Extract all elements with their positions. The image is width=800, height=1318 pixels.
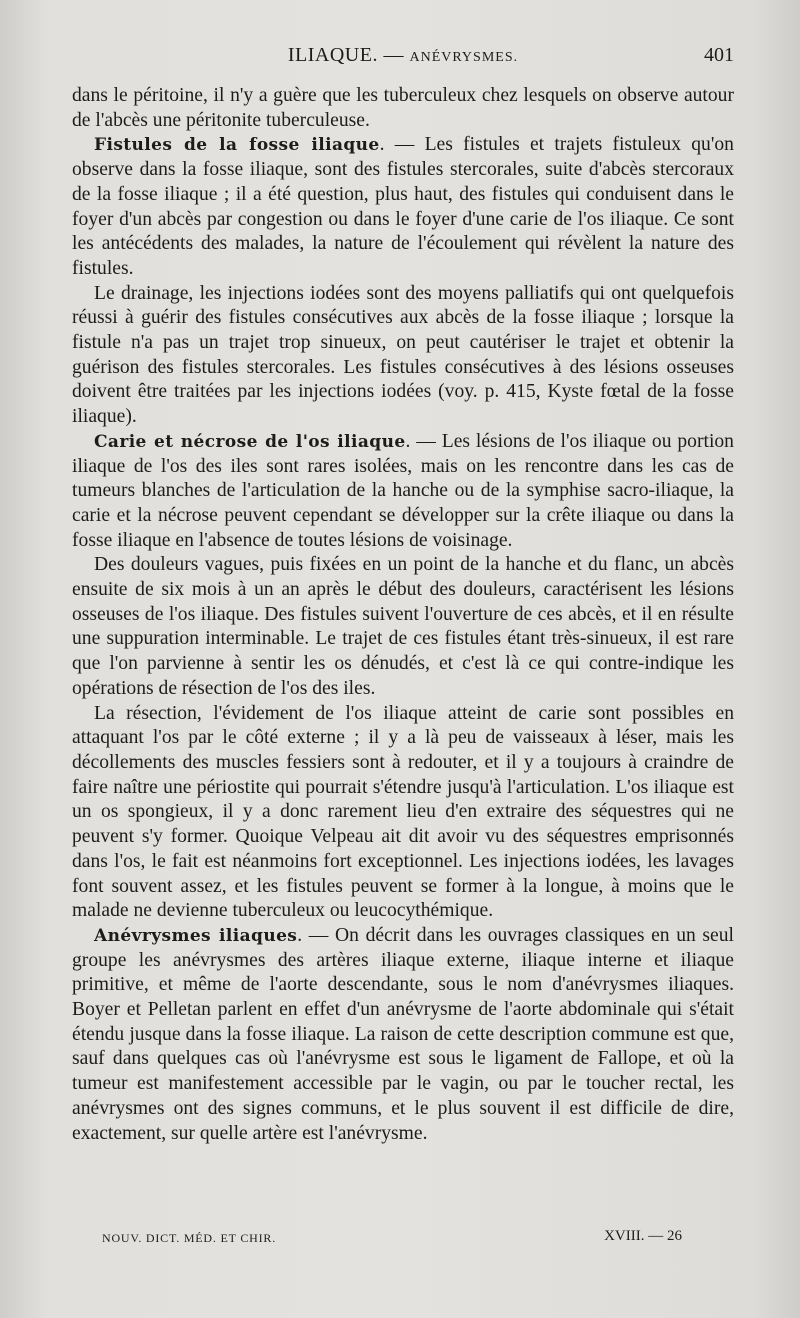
- paragraph-text: Le drainage, les injections iodées sont des moyens palliatifs qui ont quelquefois réussi à guérir des fistules consécutives aux abcès de la fosse iliaque ; lorsque la fistule n'a pas un trajet trop sinueux, on peut cautériser le trajet et obtenir la guérison des fistules stercorales. Les fistules consécutives à des lésions osseuses doivent être traitées par les injections iodées (voy. p. 415, Kyste fœtal de la fosse iliaque).: [72, 282, 734, 428]
- paragraph-resection: [72, 702, 734, 924]
- paragraph-text: dans le péritoine, il n'y a guère que les tuberculeux chez lesquels on observe autour de l'abcès une péritonite tuberculeuse.: [72, 85, 734, 131]
- paragraph-text: Des douleurs vagues, puis fixées en un point de la hanche et du flanc, un abcès ensuite de six mois à un an après le début des douleurs, caractérisent les lésions osseuses de l'os iliaque. Des fistules suivent l'ouverture de ces abcès, et il en résulte une suppuration interminable. Le trajet de ces fistules étant très-sinueux, il est rare que l'on parvienne à sentir les os dénudés, et c'est là ce qui contre-indique les opérations de résection de l'os des iles.: [72, 554, 734, 699]
- section-heading-carie: Carie et nécrose de l'os iliaque: [94, 431, 406, 452]
- paragraph-continuation: [72, 84, 734, 133]
- paragraph-anevrysmes: [72, 924, 734, 1146]
- title-separator: —: [377, 44, 410, 66]
- paragraph-text: . — On décrit dans les ouvrages classiques en un seul groupe les anévrysmes des artères iliaque externe, iliaque interne et iliaque primitive, et même de l'aorte descendante, sous le nom d'anévrysmes iliaques. Boyer et Pelletan parlent en effet d'un anévrysme de l'aorte abdominale qui s'était étendu jusque dans la fosse iliaque. La raison de cette description commune est que, sauf dans quelques cas où l'anévrysme est sous le ligament de Fallope, et où la tumeur est manifestement accessible par le vagin, ou par le toucher rectal, les anévrysmes ont des signes communs, et le plus souvent il est difficile de dire, exactement, sur quelle artère est l'anévrysme.: [72, 924, 734, 1144]
- page-number: 401: [704, 44, 734, 66]
- section-title: ILIAQUE.: [287, 44, 378, 66]
- page-footer: [102, 1228, 682, 1250]
- paragraph-text: . — Les fistules et trajets fistuleux qu'on observe dans la fosse iliaque, sont des fistules stercorales, suite d'abcès stercoraux de la fosse iliaque ; il a été question, plus haut, des fistules qui conduisent dans le foyer d'un abcès par congestion ou dans le foyer d'une carie de l'os iliaque. Ce sont les antécédents des malades, la nature de l'écoulement qui révèlent la nature des fistules.: [72, 134, 734, 279]
- paragraph-fistules: [72, 133, 734, 281]
- footer-signature: XVIII. — 26: [604, 1228, 682, 1244]
- footer-publication: NOUV. DICT. MÉD. ET CHIR.: [102, 1231, 277, 1245]
- body-text: [72, 84, 734, 1146]
- paragraph-text: . — Les lésions de l'os iliaque ou portion iliaque de l'os des iles sont rares isolées, mais on les rencontre dans les cas de tumeurs blanches de l'articulation de la hanche ou de la symphise sacro-iliaque, la carie et la nécrose peuvent cependant se développer sur la crête iliaque ou dans la fosse iliaque en l'absence de toutes lésions de voisinage.: [72, 430, 734, 551]
- paragraph-drainage: [72, 282, 734, 430]
- section-subtitle: ANÉVRYSMES.: [409, 50, 519, 65]
- running-head: [72, 44, 734, 74]
- paragraph-douleurs: [72, 553, 734, 701]
- running-title: [72, 44, 734, 67]
- section-heading-anevrysmes: Anévrysmes iliaques: [94, 925, 298, 946]
- section-heading-fistules: Fistules de la fosse iliaque: [94, 135, 380, 156]
- paragraph-carie: [72, 430, 734, 554]
- paragraph-text: La résection, l'évidement de l'os iliaque atteint de carie sont possibles en attaquant l'os par le côté externe ; il y a là peu de vaisseaux à léser, mais les décollements des muscles fessiers sont à redouter, et il y a toujours à craindre de faire naître une périostite qui pourrait s'étendre jusqu'à l'articulation. L'os iliaque est un os spongieux, il y a donc rarement lieu d'en extraire des séquestres qui ne peuvent s'y former. Quoique Velpeau ait dit avoir vu des séquestres emprisonnés dans l'os, le fait est néanmoins fort exceptionnel. Les injections iodées, les lavages font souvent assez, et les fistules peuvent se former à la longue, à moins que le malade ne devienne tuberculeux ou leucocythémique.: [72, 702, 734, 922]
